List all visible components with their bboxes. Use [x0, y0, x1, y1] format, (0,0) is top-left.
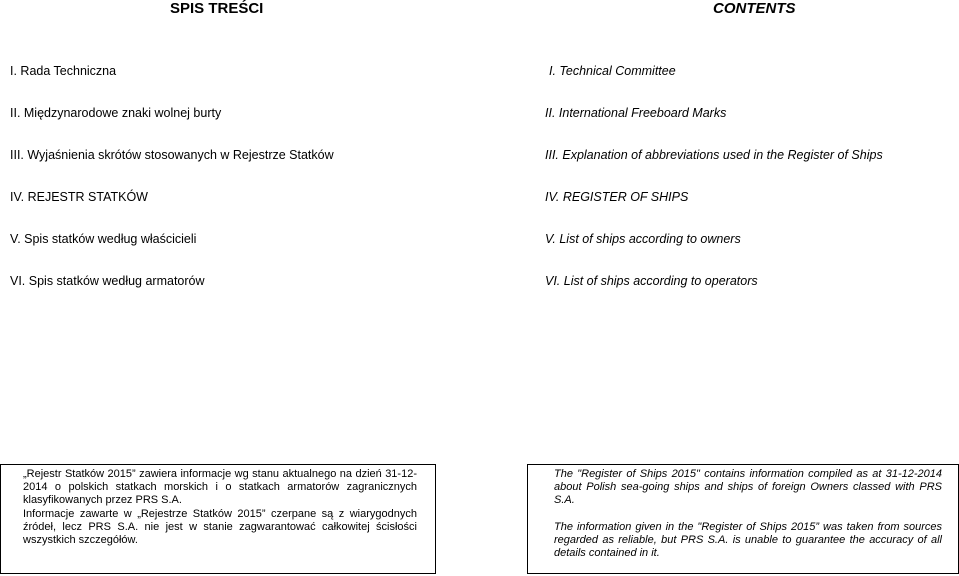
toc-item-freeboard-marks-pl[interactable]: II. Międzynarodowe znaki wolnej burty [10, 106, 222, 120]
disclaimer-box-polish [0, 464, 436, 574]
toc-item-abbreviations-en[interactable]: III. Explanation of abbreviations used in the Register of Ships [545, 148, 883, 162]
disclaimer-scope-en: The "Register of Ships 2015" contains information compiled as at 31-12-2014 about Polish sea-going ships and ships of foreign Owners classed with PRS S.A. [554, 468, 942, 507]
disclaimer-accuracy-pl: Informacje zawarte w „Rejestrze Statków 2015” czerpane są z wiarygodnych źródeł, lecz PRS S.A. nie jest w stanie zagwarantować całkowitej ścisłości wszystkich szczegółów. [23, 507, 417, 547]
contents-heading-english: CONTENTS [713, 0, 796, 17]
toc-item-technical-committee-en[interactable]: I. Technical Committee [549, 64, 676, 78]
toc-item-owners-list-pl[interactable]: V. Spis statków według właścicieli [10, 232, 197, 246]
toc-item-technical-committee-pl[interactable]: I. Rada Techniczna [10, 64, 117, 78]
disclaimer-box-english [527, 464, 959, 574]
disclaimer-scope-pl: „Rejestr Statków 2015” zawiera informacje wg stanu aktualnego na dzień 31-12-2014 o polskich statkach morskich i o statkach armatorów zagranicznych klasyfikowanych przez PRS S.A. [23, 468, 417, 507]
toc-item-operators-list-pl[interactable]: VI. Spis statków według armatorów [10, 274, 205, 288]
toc-item-abbreviations-pl[interactable]: III. Wyjaśnienia skrótów stosowanych w Rejestrze Statków [10, 148, 334, 162]
contents-heading-polish: SPIS TREŚCI [170, 0, 264, 17]
toc-item-owners-list-en[interactable]: V. List of ships according to owners [545, 232, 741, 246]
toc-item-register-of-ships-pl[interactable]: IV. REJESTR STATKÓW [10, 190, 148, 204]
toc-item-register-of-ships-en[interactable]: IV. REGISTER OF SHIPS [545, 190, 689, 204]
toc-item-operators-list-en[interactable]: VI. List of ships according to operators [545, 274, 758, 288]
toc-item-freeboard-marks-en[interactable]: II. International Freeboard Marks [545, 106, 727, 120]
disclaimer-accuracy-en: The information given in the "Register of Ships 2015” was taken from sources regarded as reliable, but PRS S.A. is unable to guarantee the accuracy of all details contained in it. [554, 520, 942, 560]
